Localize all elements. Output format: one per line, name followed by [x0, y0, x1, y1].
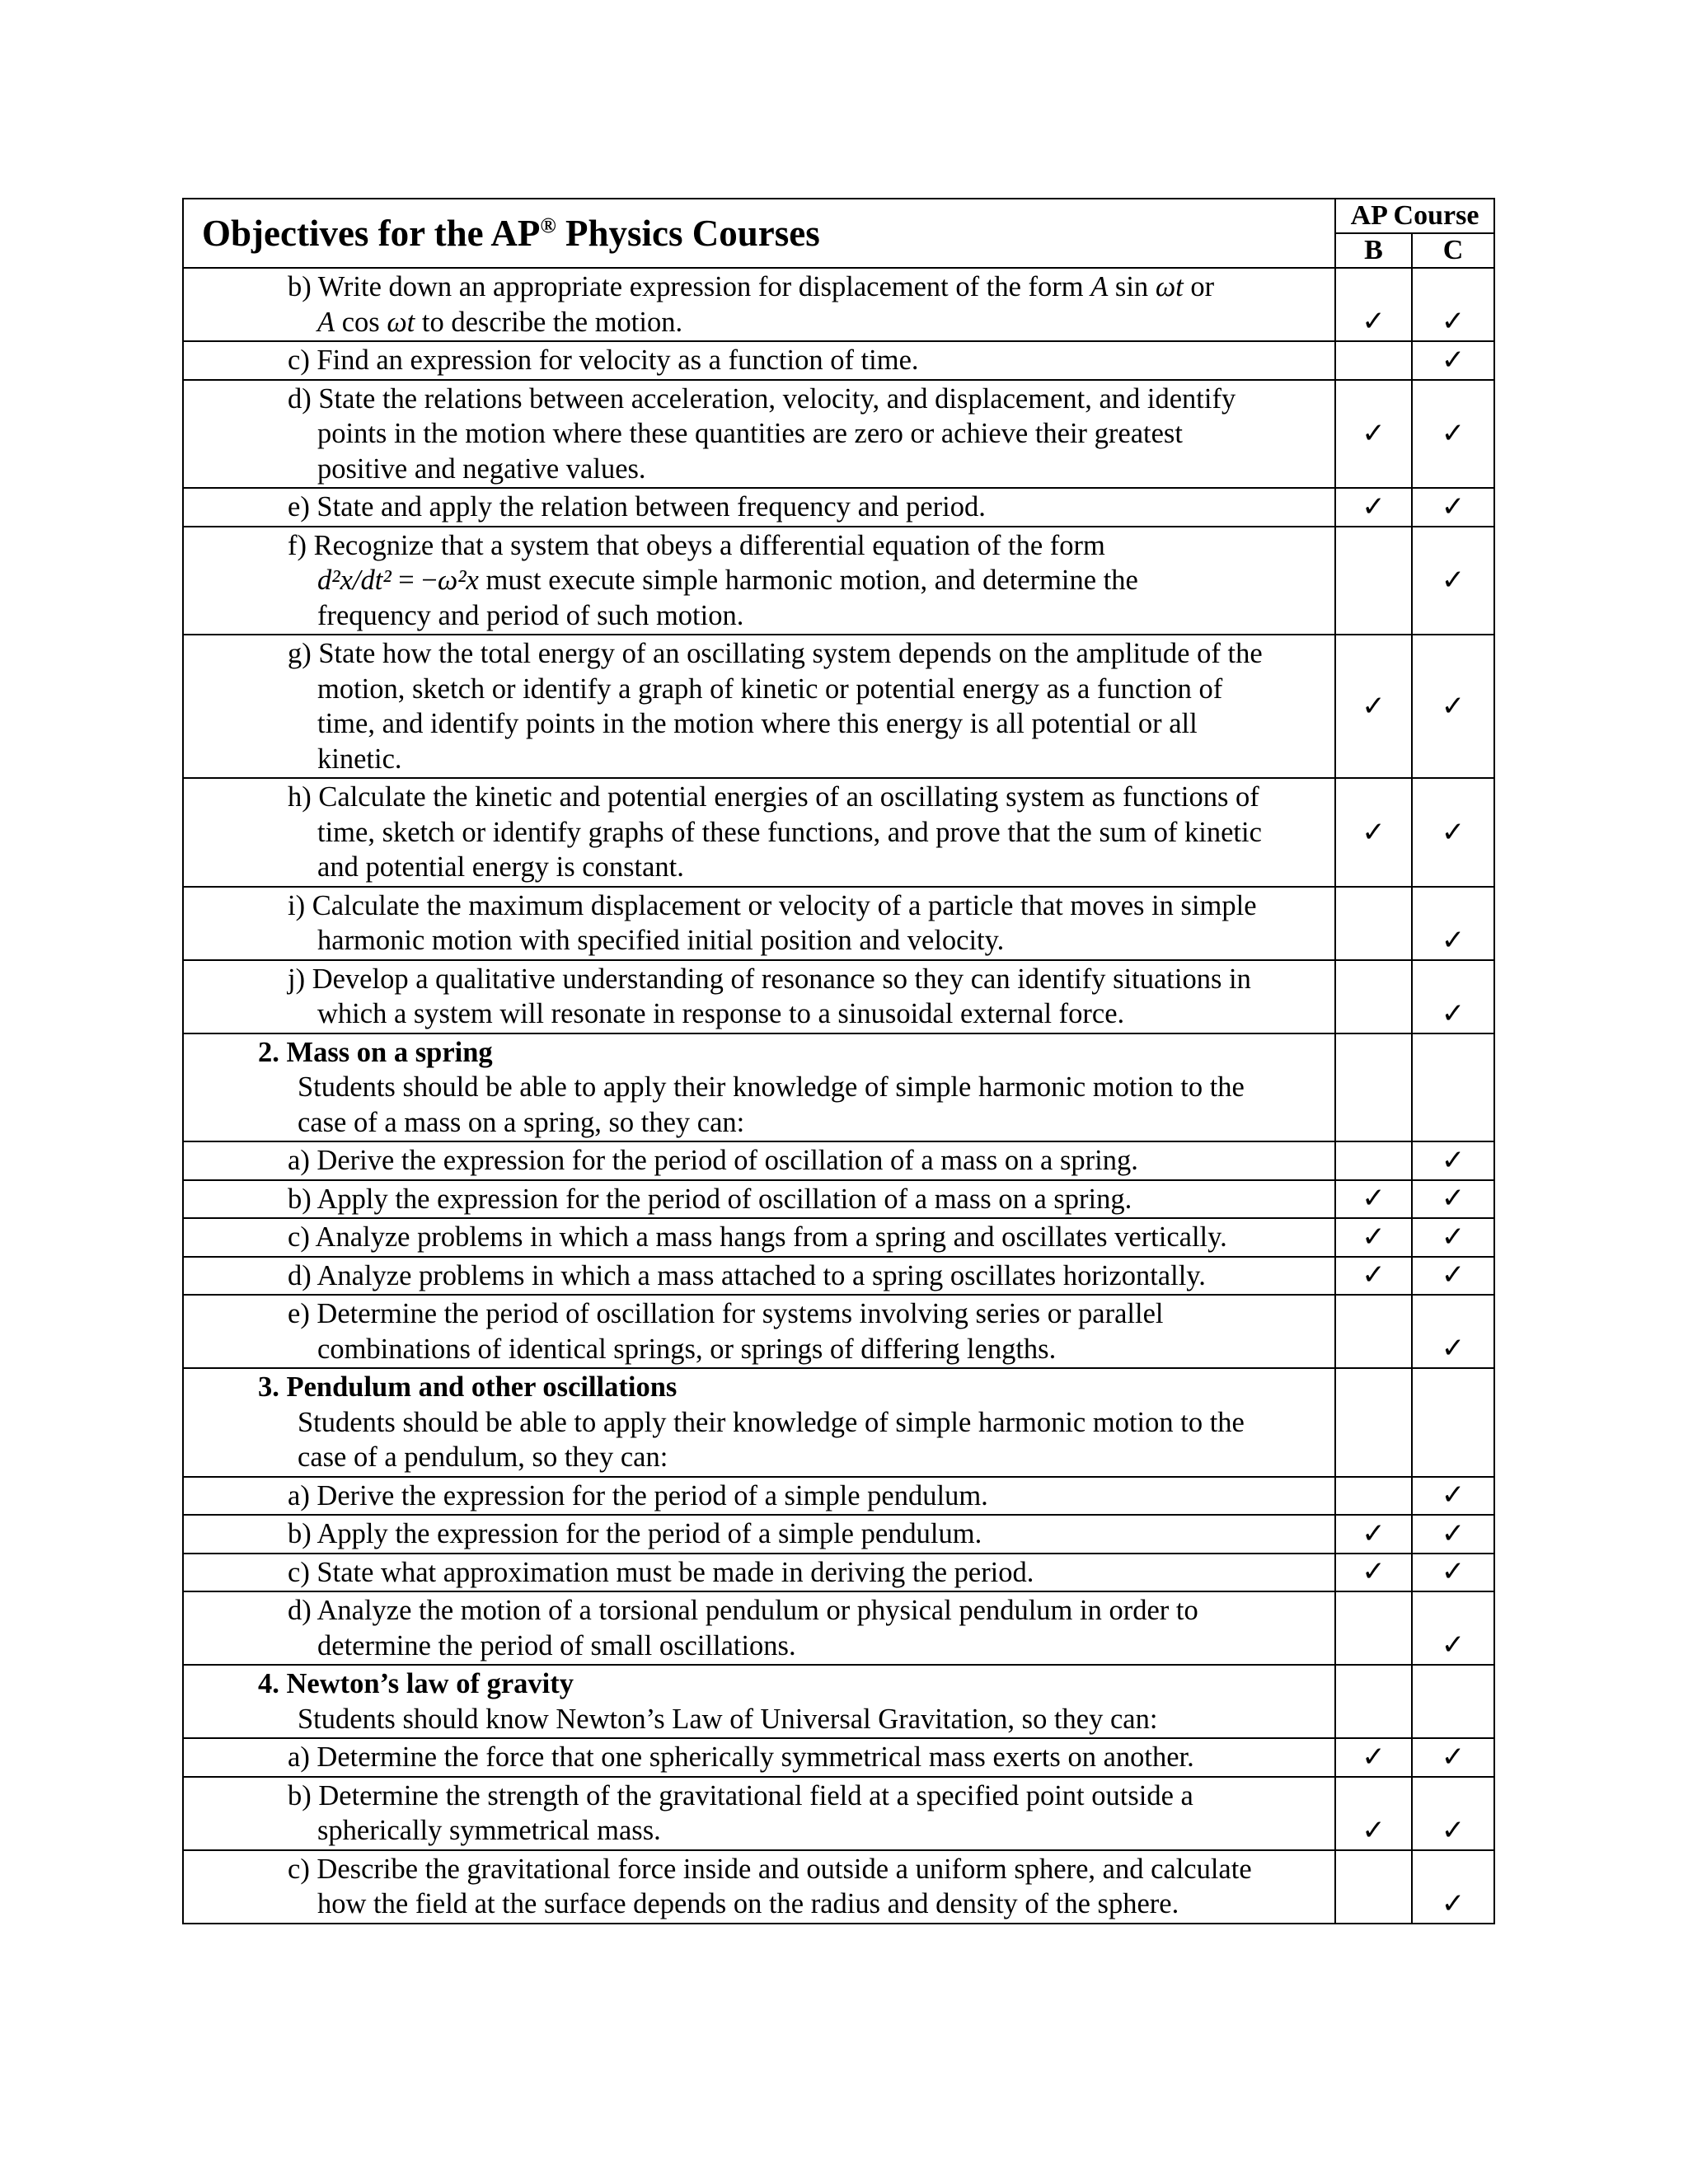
objective-row	[183, 1850, 1494, 1924]
objective-text	[183, 1591, 1335, 1665]
objective-line: a) Determine the force that one spherically symmetrical mass exerts on another.	[288, 1741, 1194, 1773]
objective-text	[183, 887, 1335, 960]
objective-text	[183, 778, 1335, 887]
section-row	[183, 1665, 1494, 1738]
course-b-check: ✓	[1335, 1218, 1412, 1257]
objective-line: e) State and apply the relation between frequency and period.	[288, 491, 986, 523]
objective-line: d) Analyze problems in which a mass attached to a spring oscillates horizontally.	[288, 1259, 1206, 1291]
objective-line: a) Derive the expression for the period of a simple pendulum.	[288, 1479, 988, 1511]
course-b-check: ✓	[1335, 1554, 1412, 1592]
objective-line: positive and negative values.	[317, 452, 646, 485]
course-b-check	[1335, 1033, 1412, 1142]
objective-line: i) Calculate the maximum displacement or velocity of a particle that moves in simple	[288, 889, 1257, 921]
course-c-check: ✓	[1412, 1257, 1494, 1296]
section-intro-line: case of a pendulum, so they can:	[298, 1441, 668, 1473]
objective-row	[183, 1295, 1494, 1368]
objective-text	[183, 488, 1335, 527]
course-b-check: ✓	[1335, 268, 1412, 341]
course-b-check	[1335, 1141, 1412, 1180]
objective-line: time, sketch or identify graphs of these functions, and prove that the sum of kinetic	[317, 816, 1262, 848]
section-heading: 2. Mass on a spring	[258, 1036, 493, 1068]
objective-row	[183, 1515, 1494, 1554]
course-c-check: ✓	[1412, 341, 1494, 380]
objective-line: combinations of identical springs, or springs of differing lengths.	[317, 1333, 1057, 1365]
objective-line: j) Develop a qualitative understanding of resonance so they can identify situations in	[288, 963, 1251, 995]
objective-row	[183, 380, 1494, 489]
course-c-check: ✓	[1412, 1554, 1494, 1592]
course-c-check: ✓	[1412, 887, 1494, 960]
objective-row	[183, 1477, 1494, 1516]
section-intro-line: Students should be able to apply their knowledge of simple harmonic motion to the	[298, 1071, 1245, 1103]
course-c-check: ✓	[1412, 268, 1494, 341]
objective-line: spherically symmetrical mass.	[317, 1815, 661, 1846]
objective-row	[183, 268, 1494, 341]
objective-text	[183, 1477, 1335, 1516]
objective-text	[183, 1738, 1335, 1777]
objective-text	[183, 1554, 1335, 1592]
objective-text	[183, 1141, 1335, 1180]
objective-row	[183, 887, 1494, 960]
column-c-header: C	[1412, 233, 1494, 268]
course-b-check: ✓	[1335, 1777, 1412, 1850]
course-b-check	[1335, 1591, 1412, 1665]
course-c-check	[1412, 1033, 1494, 1142]
objective-line: h) Calculate the kinetic and potential energies of an oscillating system as functions of	[288, 781, 1259, 813]
objective-line: harmonic motion with specified initial position and velocity.	[317, 925, 1005, 956]
course-b-check	[1335, 1295, 1412, 1368]
objective-text	[183, 1257, 1335, 1296]
course-c-check: ✓	[1412, 1591, 1494, 1665]
objective-text	[183, 341, 1335, 380]
course-c-check	[1412, 1665, 1494, 1738]
objective-line: b) Write down an appropriate expression for displacement of the form A sin ωt or	[288, 271, 1215, 302]
course-b-check: ✓	[1335, 1180, 1412, 1219]
objective-line: which a system will resonate in response to a sinusoidal external force.	[317, 998, 1125, 1029]
objective-row	[183, 1257, 1494, 1296]
course-b-check: ✓	[1335, 1738, 1412, 1777]
objective-line: d²x/dt² = −ω²x must execute simple harmonic motion, and determine the	[317, 565, 1138, 596]
section-cell	[183, 1033, 1335, 1142]
objective-text	[183, 1218, 1335, 1257]
objective-text	[183, 1180, 1335, 1219]
course-b-check	[1335, 1368, 1412, 1477]
ap-course-header: AP Course	[1335, 199, 1494, 233]
course-b-check: ✓	[1335, 778, 1412, 887]
course-c-check: ✓	[1412, 488, 1494, 527]
objective-line: how the field at the surface depends on the radius and density of the sphere.	[317, 1888, 1179, 1919]
objective-line: and potential energy is constant.	[317, 851, 684, 883]
course-c-check: ✓	[1412, 778, 1494, 887]
objective-text	[183, 527, 1335, 635]
course-c-check	[1412, 1368, 1494, 1477]
objective-line: motion, sketch or identify a graph of kinetic or potential energy as a function of	[317, 673, 1223, 705]
course-c-check: ✓	[1412, 1295, 1494, 1368]
section-heading: 4. Newton’s law of gravity	[258, 1668, 574, 1699]
course-c-check: ✓	[1412, 1141, 1494, 1180]
section-row	[183, 1033, 1494, 1142]
course-b-check: ✓	[1335, 380, 1412, 489]
table-title	[183, 199, 1335, 268]
section-intro-line: Students should be able to apply their knowledge of simple harmonic motion to the	[298, 1406, 1245, 1438]
objective-line: b) Apply the expression for the period of oscillation of a mass on a spring.	[288, 1183, 1132, 1215]
course-c-check: ✓	[1412, 380, 1494, 489]
objective-line: e) Determine the period of oscillation for systems involving series or parallel	[288, 1298, 1164, 1329]
objective-line: c) Describe the gravitational force inside and outside a uniform sphere, and calculate	[288, 1853, 1252, 1885]
objective-row	[183, 527, 1494, 635]
objective-line: c) Analyze problems in which a mass hangs from a spring and oscillates vertically.	[288, 1221, 1227, 1253]
objective-line: g) State how the total energy of an oscillating system depends on the amplitude of the	[288, 638, 1263, 669]
objective-text	[183, 268, 1335, 341]
course-b-check	[1335, 1665, 1412, 1738]
objective-row	[183, 1180, 1494, 1219]
course-c-check: ✓	[1412, 1777, 1494, 1850]
section-intro-line: Students should know Newton’s Law of Universal Gravitation, so they can:	[298, 1703, 1158, 1735]
objective-row	[183, 341, 1494, 380]
course-b-check: ✓	[1335, 1257, 1412, 1296]
objective-row	[183, 960, 1494, 1033]
objective-row	[183, 1591, 1494, 1665]
objective-text	[183, 380, 1335, 489]
title-text-end: Physics Courses	[556, 213, 820, 254]
objective-text	[183, 1850, 1335, 1924]
objective-line: b) Determine the strength of the gravitational field at a specified point outside a	[288, 1779, 1193, 1811]
objective-line: determine the period of small oscillations.	[317, 1629, 796, 1661]
header-row-top	[183, 199, 1494, 233]
course-c-check: ✓	[1412, 1850, 1494, 1924]
objective-line: d) Analyze the motion of a torsional pendulum or physical pendulum in order to	[288, 1595, 1198, 1626]
objective-row	[183, 778, 1494, 887]
objective-line: points in the motion where these quantities are zero or achieve their greatest	[317, 418, 1183, 449]
objective-line: f) Recognize that a system that obeys a differential equation of the form	[288, 529, 1105, 561]
course-b-check	[1335, 1850, 1412, 1924]
course-c-check: ✓	[1412, 1477, 1494, 1516]
course-b-check	[1335, 960, 1412, 1033]
objective-line: time, and identify points in the motion where this energy is all potential or all	[317, 708, 1198, 739]
course-c-check: ✓	[1412, 527, 1494, 635]
course-b-check	[1335, 527, 1412, 635]
objective-line: d) State the relations between acceleration, velocity, and displacement, and identify	[288, 382, 1236, 415]
objective-row	[183, 1141, 1494, 1180]
course-c-check: ✓	[1412, 1180, 1494, 1219]
objective-line: c) Find an expression for velocity as a function of time.	[288, 344, 919, 376]
course-b-check: ✓	[1335, 488, 1412, 527]
objective-text	[183, 1295, 1335, 1368]
section-cell	[183, 1665, 1335, 1738]
course-b-check	[1335, 1477, 1412, 1516]
objectives-table	[182, 198, 1495, 1924]
section-intro-line: case of a mass on a spring, so they can:	[298, 1106, 745, 1138]
objective-line: b) Apply the expression for the period of a simple pendulum.	[288, 1518, 982, 1549]
objective-text	[183, 1515, 1335, 1554]
section-cell	[183, 1368, 1335, 1477]
objective-text	[183, 960, 1335, 1033]
course-b-check: ✓	[1335, 635, 1412, 778]
objective-line: A cos ωt to describe the motion.	[317, 306, 683, 338]
objective-row	[183, 1218, 1494, 1257]
objective-row	[183, 1554, 1494, 1592]
course-c-check: ✓	[1412, 635, 1494, 778]
objective-line: frequency and period of such motion.	[317, 599, 744, 631]
objective-line: c) State what approximation must be made in deriving the period.	[288, 1556, 1034, 1588]
course-c-check: ✓	[1412, 1218, 1494, 1257]
objective-row	[183, 1777, 1494, 1850]
course-c-check: ✓	[1412, 960, 1494, 1033]
course-b-check	[1335, 887, 1412, 960]
column-b-header: B	[1335, 233, 1412, 268]
course-c-check: ✓	[1412, 1515, 1494, 1554]
objective-row	[183, 635, 1494, 778]
objective-text	[183, 1777, 1335, 1850]
registered-mark: ®	[540, 213, 556, 237]
course-b-check	[1335, 341, 1412, 380]
objective-line: a) Derive the expression for the period of oscillation of a mass on a spring.	[288, 1145, 1138, 1176]
objective-line: kinetic.	[317, 743, 402, 775]
course-b-check: ✓	[1335, 1515, 1412, 1554]
section-heading: 3. Pendulum and other oscillations	[258, 1371, 678, 1403]
objective-row	[183, 1738, 1494, 1777]
title-text: Objectives for the AP	[202, 213, 541, 254]
section-row	[183, 1368, 1494, 1477]
objective-row	[183, 488, 1494, 527]
course-c-check: ✓	[1412, 1738, 1494, 1777]
objective-text	[183, 635, 1335, 778]
